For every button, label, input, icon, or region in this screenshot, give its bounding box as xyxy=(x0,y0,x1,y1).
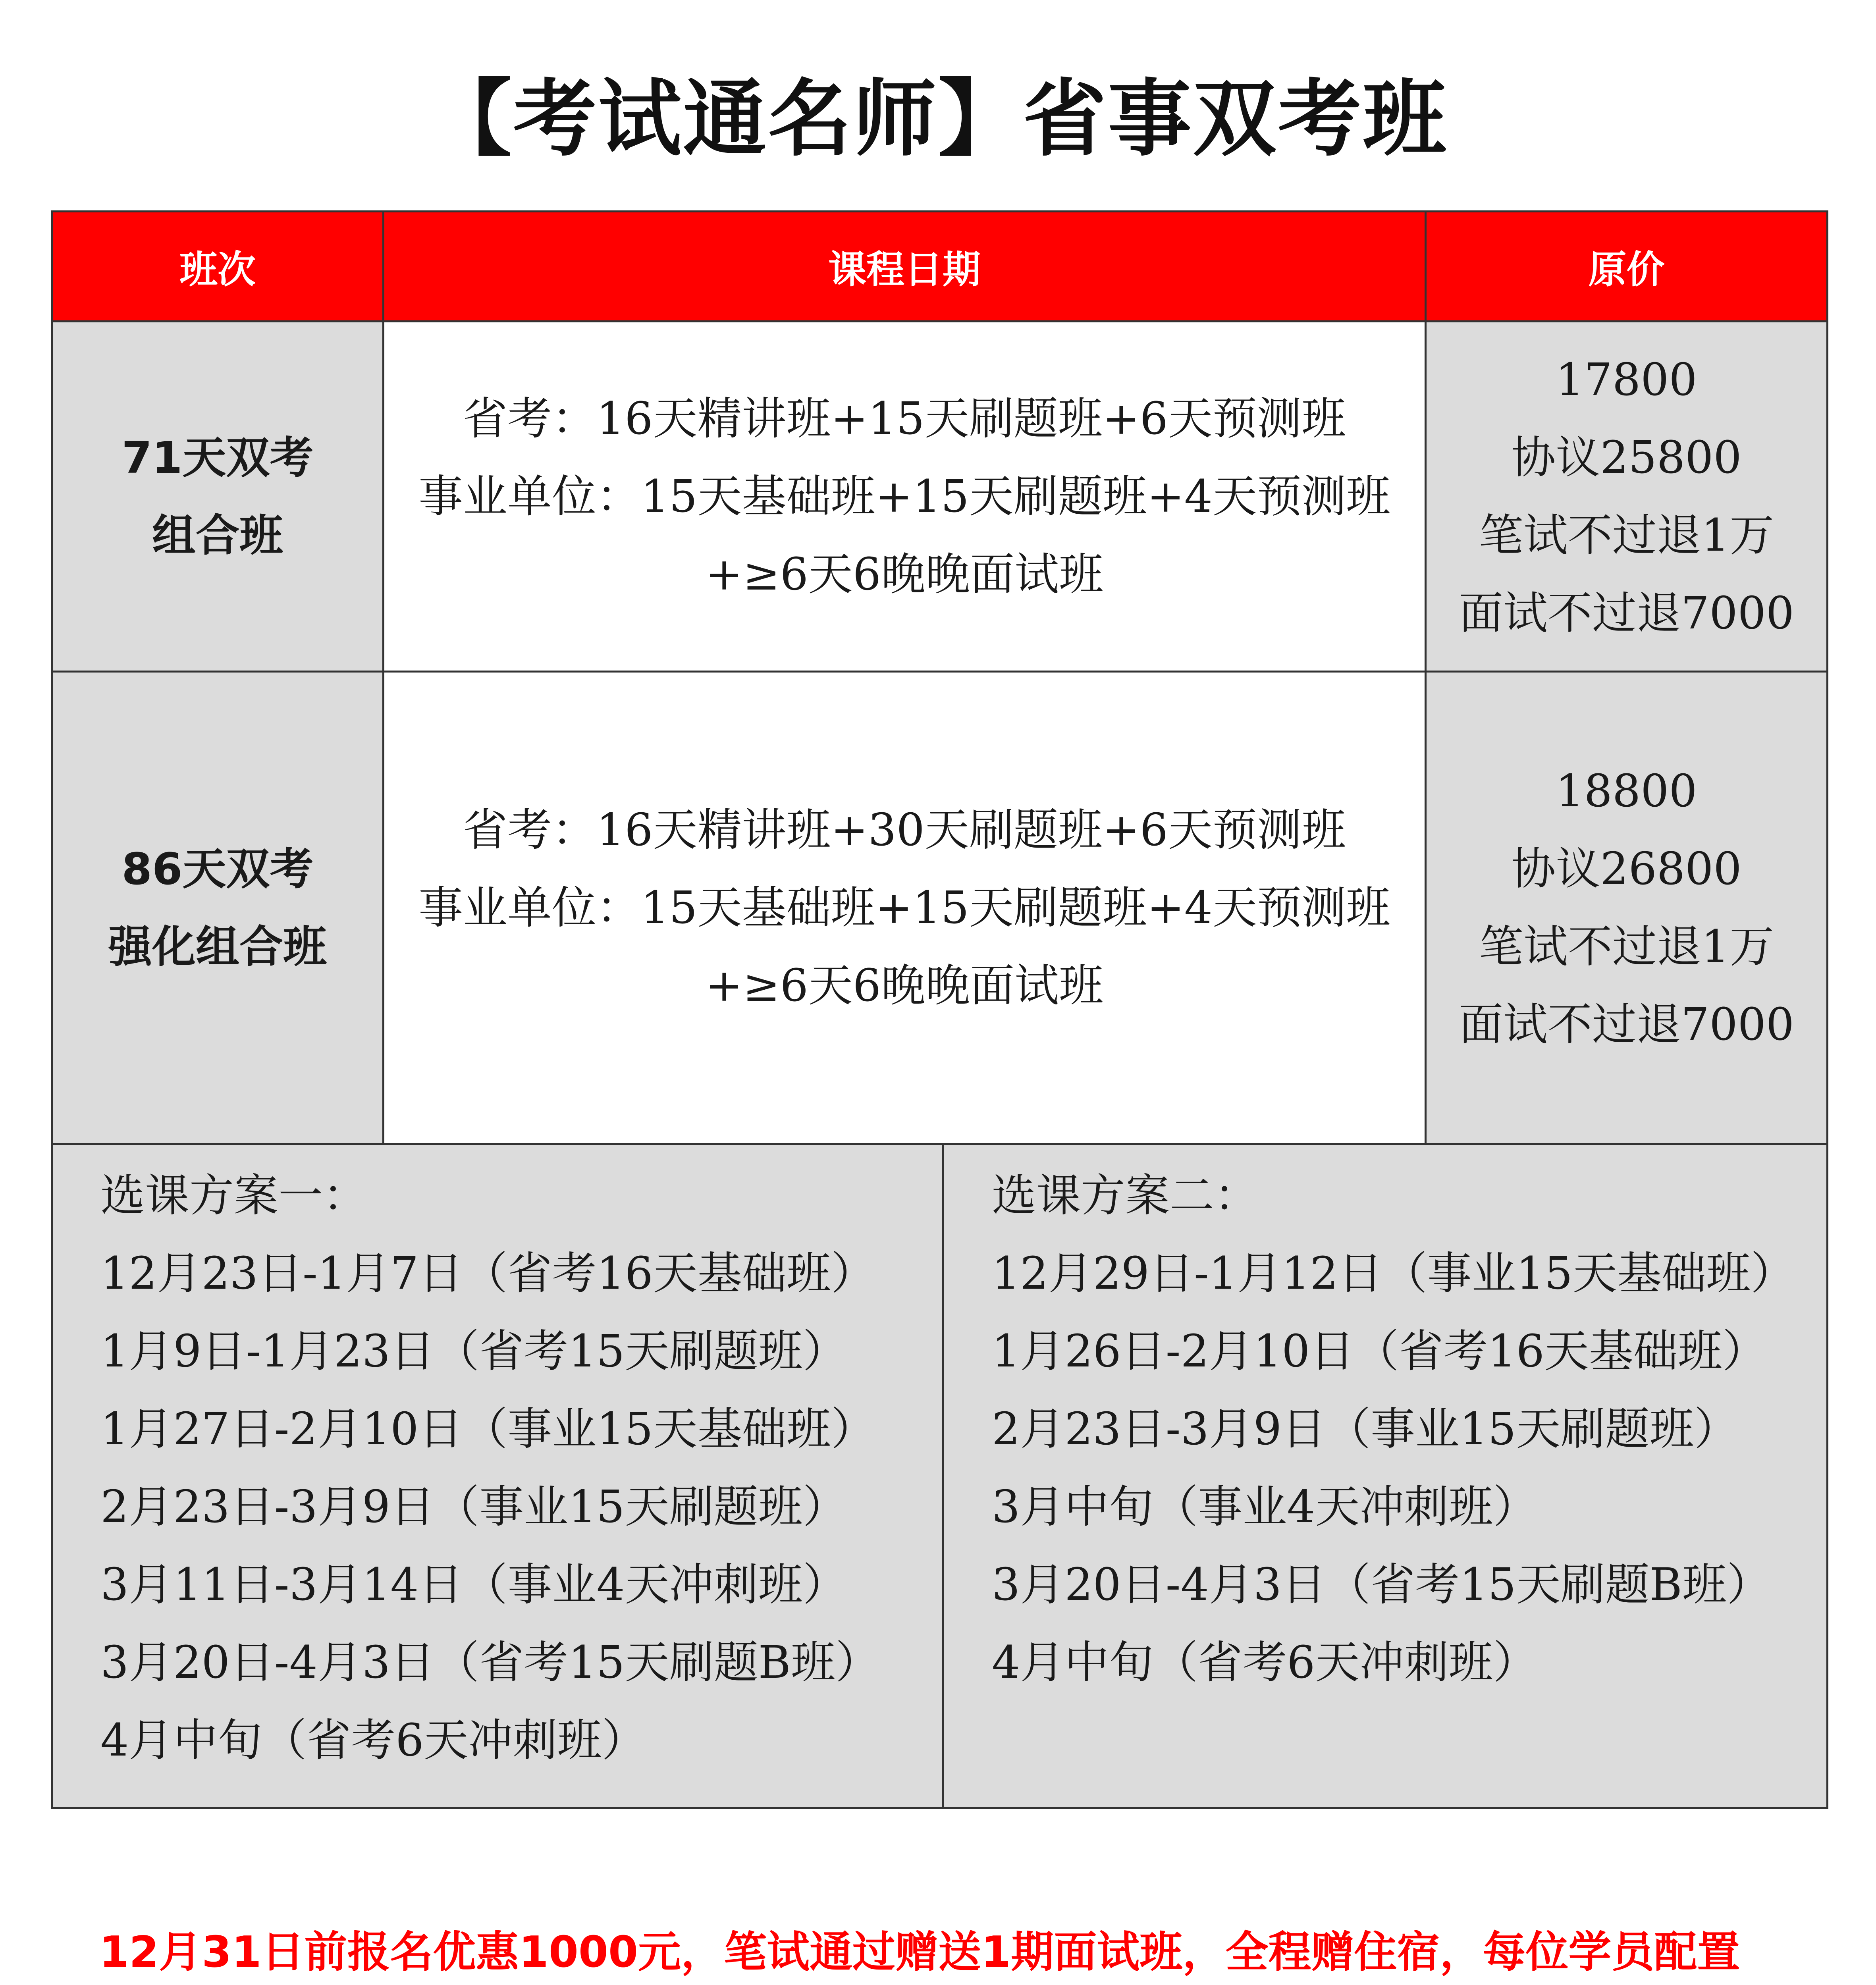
plan-item: 3月中旬（事业4天冲刺班） xyxy=(992,1481,1538,1533)
price-line: 协议25800 xyxy=(1511,432,1742,484)
price-cell xyxy=(1426,672,1828,1144)
plan-item: 1月27日-2月10日（事业15天基础班） xyxy=(100,1403,875,1455)
price-line: 面试不过退7000 xyxy=(1458,998,1795,1050)
plan-item: 1月26日-2月10日（省考16天基础班） xyxy=(992,1326,1767,1377)
class-name-cell xyxy=(52,322,384,672)
course-table xyxy=(51,210,1828,1809)
plan-two-cell xyxy=(943,1144,1828,1808)
plan-item: 3月11日-3月14日（事业4天冲刺班） xyxy=(100,1559,847,1611)
plan-item: 2月23日-3月9日（事业15天刷题班） xyxy=(992,1403,1739,1455)
plan-item: 3月20日-4月3日（省考15天刷题B班） xyxy=(992,1559,1771,1611)
plan-item: 4月中旬（省考6天冲刺班） xyxy=(992,1637,1538,1688)
course-date-line: 省考：16天精讲班+30天刷题班+6天预测班 xyxy=(463,804,1346,856)
price-line: 面试不过退7000 xyxy=(1458,587,1795,639)
course-date-line: +≥6天6晚晚面试班 xyxy=(705,960,1104,1012)
class-name-line: 86天双考 xyxy=(121,843,314,894)
price-line: 17800 xyxy=(1556,354,1697,406)
table-header-row xyxy=(52,212,1828,322)
class-name-line: 强化组合班 xyxy=(108,921,327,972)
table-row xyxy=(52,322,1828,672)
price-cell xyxy=(1426,322,1828,672)
course-dates-cell xyxy=(384,672,1426,1144)
plan-item: 12月23日-1月7日（省考16天基础班） xyxy=(100,1248,875,1299)
class-name-line: 71天双考 xyxy=(121,432,314,483)
page-title: 【考试通名师】省事双考班 xyxy=(428,70,1448,168)
course-date-line: +≥6天6晚晚面试班 xyxy=(705,548,1104,600)
header-dates: 课程日期 xyxy=(384,212,1426,322)
plan-one-cell xyxy=(52,1144,943,1808)
plan-item: 3月20日-4月3日（省考15天刷题B班） xyxy=(100,1637,880,1688)
promo-text: 12月31日前报名优惠1000元，笔试通过赠送1期面试班，全程赠住宿，每位学员配置 xyxy=(99,1927,1740,1977)
header-price: 原价 xyxy=(1426,212,1828,322)
class-name-line: 组合班 xyxy=(152,510,283,561)
table-row xyxy=(52,672,1828,1144)
plan-title: 选课方案一： xyxy=(100,1170,367,1222)
course-date-line: 省考：16天精讲班+15天刷题班+6天预测班 xyxy=(463,393,1346,445)
plan-item: 4月中旬（省考6天冲刺班） xyxy=(100,1715,646,1766)
plan-item: 2月23日-3月9日（事业15天刷题班） xyxy=(100,1481,847,1533)
header-class: 班次 xyxy=(52,212,384,322)
price-line: 协议26800 xyxy=(1511,843,1742,895)
plan-item: 12月29日-1月12日（事业15天基础班） xyxy=(992,1248,1795,1299)
course-dates-cell xyxy=(384,322,1426,672)
price-line: 笔试不过退1万 xyxy=(1479,921,1774,973)
footer-info xyxy=(99,1914,1826,1985)
plan-title: 选课方案二： xyxy=(992,1170,1259,1222)
course-date-line: 事业单位：15天基础班+15天刷题班+4天预测班 xyxy=(418,882,1390,934)
plan-row xyxy=(52,1144,1828,1808)
class-name-cell xyxy=(52,672,384,1144)
course-date-line: 事业单位：15天基础班+15天刷题班+4天预测班 xyxy=(418,470,1390,522)
price-line: 笔试不过退1万 xyxy=(1479,509,1774,561)
plan-item: 1月9日-1月23日（省考15天刷题班） xyxy=(100,1326,847,1377)
price-line: 18800 xyxy=(1556,765,1697,817)
